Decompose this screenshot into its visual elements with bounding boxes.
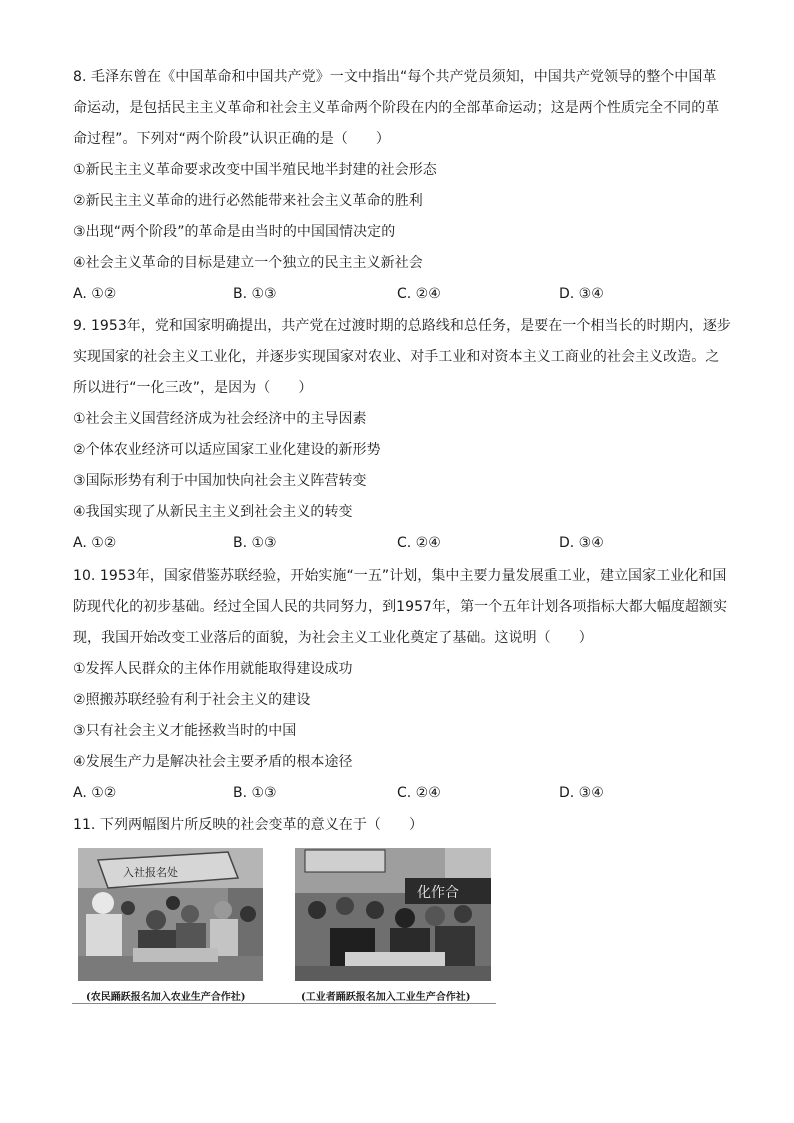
workers-photo-caption: (工业者踊跃报名加入工业生产合作社) xyxy=(301,992,471,1003)
question-stem-line: 现，我国开始改变工业落后的面貌，为社会主义工业化奠定了基础。这说明（ ） xyxy=(73,630,593,646)
farmers-photo-caption: (农民踊跃报名加入农业生产合作社) xyxy=(86,992,246,1003)
option-c[interactable]: C. ②④ xyxy=(397,785,441,801)
option-a[interactable]: A. ①② xyxy=(73,286,117,302)
statement-3: ③只有社会主义才能拯救当时的中国 xyxy=(73,723,297,739)
workers-photo-illustration xyxy=(295,848,491,981)
option-b[interactable]: B. ①③ xyxy=(233,286,277,302)
option-b[interactable]: B. ①③ xyxy=(233,535,277,551)
option-d[interactable]: D. ③④ xyxy=(559,286,604,302)
statement-3: ③国际形势有利于中国加快向社会主义阵营转变 xyxy=(73,473,367,489)
statement-4: ④发展生产力是解决社会主要矛盾的根本途径 xyxy=(73,754,353,770)
farmers-photo-sign: 入社报名处 xyxy=(123,866,178,879)
option-d[interactable]: D. ③④ xyxy=(559,535,604,551)
statement-3: ③出现“两个阶段”的革命是由当时的中国国情决定的 xyxy=(73,224,396,240)
workers-photo-banner: 化作合 xyxy=(417,885,459,901)
option-c[interactable]: C. ②④ xyxy=(397,286,441,302)
answer-options xyxy=(73,778,725,809)
workers-cooperative-photo xyxy=(295,848,491,981)
question-stem-line: 9. 1953年，党和国家明确提出，共产党在过渡时期的总路线和总任务，是要在一个相当长的时期内，逐步 xyxy=(73,318,731,334)
question-stem-line: 8. 毛泽东曾在《中国革命和中国共产党》一文中指出“每个共产党员须知，中国共产党领导的整个中国革 xyxy=(73,69,717,85)
farmers-photo-illustration xyxy=(78,848,263,981)
figure-divider xyxy=(72,1003,496,1004)
question-stem-line: 命过程”。下列对“两个阶段”认识正确的是（ ） xyxy=(73,131,390,147)
answer-options xyxy=(73,528,725,559)
option-a[interactable]: A. ①② xyxy=(73,535,117,551)
statement-1: ①发挥人民群众的主体作用就能取得建设成功 xyxy=(73,661,353,677)
question-stem-line: 11. 下列两幅图片所反映的社会变革的意义在于（ ） xyxy=(73,817,424,833)
option-c[interactable]: C. ②④ xyxy=(397,535,441,551)
question-10 xyxy=(73,561,728,809)
question-8 xyxy=(73,62,725,310)
option-b[interactable]: B. ①③ xyxy=(233,785,277,801)
question-stem-line: 命运动，是包括民主主义革命和社会主义革命两个阶段在内的全部革命运动；这是两个性质完全不同的革 xyxy=(73,100,720,116)
question-stem-line: 防现代化的初步基础。经过全国人民的共同努力，到1957年，第一个五年计划各项指标大都大幅度超额实 xyxy=(73,599,728,615)
statement-1: ①新民主主义革命要求改变中国半殖民地半封建的社会形态 xyxy=(73,162,437,178)
option-d[interactable]: D. ③④ xyxy=(559,785,604,801)
question-11 xyxy=(73,810,725,841)
statement-2: ②照搬苏联经验有利于社会主义的建设 xyxy=(73,692,311,708)
question-stem-line: 实现国家的社会主义工业化，并逐步实现国家对农业、对手工业和对资本主义工商业的社会主义改造。之 xyxy=(73,349,720,365)
statement-4: ④社会主义革命的目标是建立一个独立的民主主义新社会 xyxy=(73,255,423,271)
question-stem-line: 10. 1953年，国家借鉴苏联经验，开始实施“一五”计划，集中主要力量发展重工业，建立国家工业化和国 xyxy=(73,568,727,584)
statement-2: ②新民主主义革命的进行必然能带来社会主义革命的胜利 xyxy=(73,193,423,209)
statement-4: ④我国实现了从新民主主义到社会主义的转变 xyxy=(73,504,353,520)
farmers-cooperative-photo xyxy=(78,848,263,981)
statement-2: ②个体农业经济可以适应国家工业化建设的新形势 xyxy=(73,442,381,458)
question-stem-line: 所以进行“一化三改”，是因为（ ） xyxy=(73,380,313,396)
question-9 xyxy=(73,311,731,559)
statement-1: ①社会主义国营经济成为社会经济中的主导因素 xyxy=(73,411,367,427)
option-a[interactable]: A. ①② xyxy=(73,785,117,801)
answer-options xyxy=(73,279,725,310)
